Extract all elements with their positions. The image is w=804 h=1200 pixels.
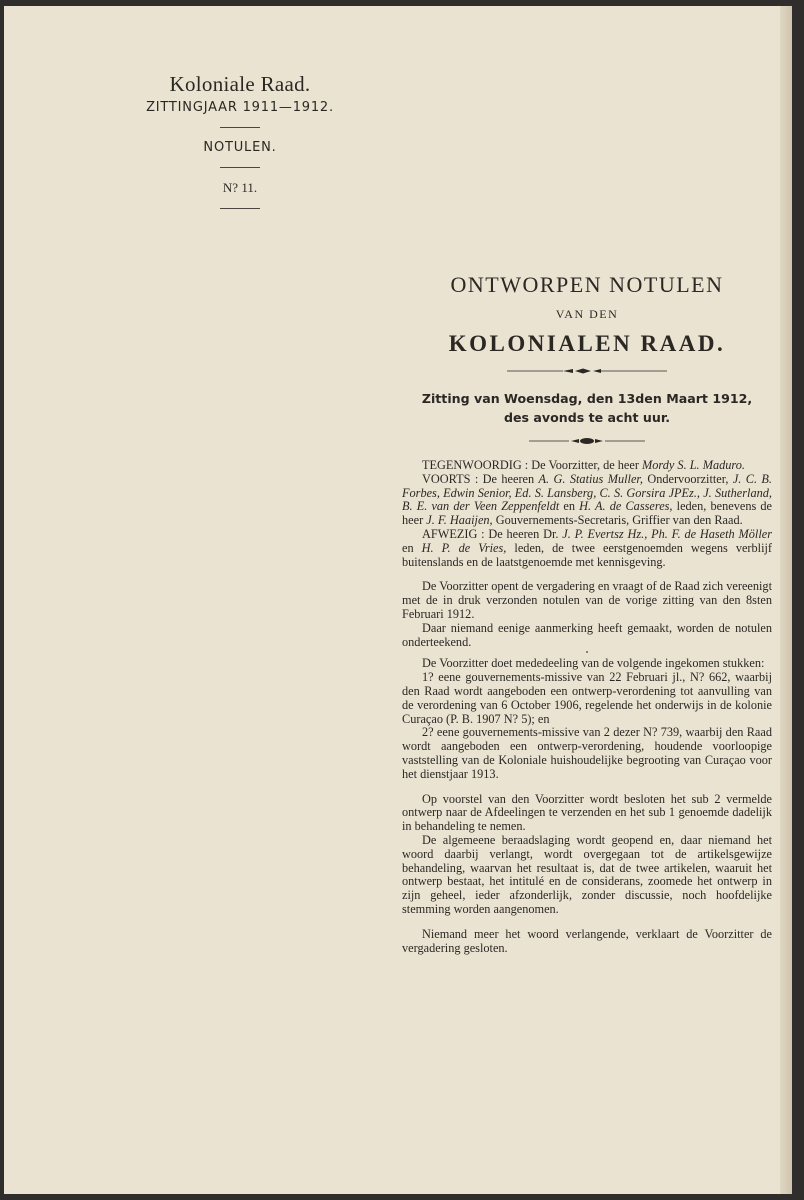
present-label: TEGENWOORDIG :	[422, 458, 529, 472]
document-page	[4, 6, 792, 1194]
notulen-label: NOTULEN.	[203, 140, 277, 155]
absent-intro: De heeren Dr.	[488, 526, 559, 541]
paragraph-deliberation: De algemeene beraadslaging wordt geopend en, daar niemand het woord daarbij verlangt, wordt overgegaan tot de artikelsgewijze behandeling, waarvan het resultaat is, dat de twee artikelen, waaruit het ontwerp bestaat, het intitulé en de considerans, zoomede het ontwerp in zijn geheel, ieder afzonderlijk, zonder discussie, noch hoofdelijke stemming worden aangenomen.	[402, 832, 772, 916]
absent-name: H. P. de Vries,	[421, 540, 507, 555]
secretary-name: J. F. Haaijen,	[426, 513, 493, 528]
chair-name: Mordy S. L. Maduro.	[642, 458, 745, 472]
divider	[220, 208, 260, 209]
secretary-role: Gouvernements-Secretaris, Griffier van den Raad.	[495, 513, 743, 528]
session-year: ZITTINGJAAR 1911—1912.	[146, 100, 334, 115]
sitting-date: Zitting van Woensdag, den 13den Maart 1912,	[421, 391, 753, 406]
masthead	[104, 72, 376, 221]
absent-reason: leden, de twee eerstgenoemden wegens verblijf buitenslands en de laatstgenoemde met kennisgeving.	[402, 540, 773, 569]
minutes-column	[402, 272, 772, 955]
ink-dot: •	[585, 648, 589, 658]
paragraph-proposal: Op voorstel van den Voorzitter wordt besloten het sub 2 vermelde ontwerp naar de Afdeelingen te verzenden en het sub 1 genoemde dadelijk in behandeling te nemen.	[402, 791, 772, 834]
attendance-present	[402, 459, 772, 473]
title-line-3: KOLONIALEN RAAD.	[448, 331, 726, 356]
paragraph-opening: De Voorzitter opent de vergadering en vraagt of de Raad zich vereenigt met de in druk verzonden notulen van de vorige zitting van den 8sten Februari 1912.	[402, 579, 772, 621]
paragraph-approval: Daar niemand eenige aanmerking heeft gemaakt, worden de notulen onderteekend.	[402, 620, 772, 649]
paragraph-item-1: 1? eene gouvernements-missive van 22 Februari jl., N? 662, waarbij den Raad wordt aangeboden een ontwerp-verordening tot aanvulling van de verordening van 6 October 1906, regelende het onderwijs in de kolonie Curaçao (P. B. 1907 N? 5); en	[402, 670, 772, 726]
paragraph-announcement: De Voorzitter doet mededeeling van de volgende ingekomen stukken:	[422, 656, 765, 671]
attendance-absent	[402, 528, 772, 569]
ornament-divider-icon	[507, 367, 667, 375]
present-text: De Voorzitter, de heer	[531, 458, 639, 472]
members-role: leden, benevens de heer	[402, 499, 772, 528]
title-line-1: ONTWORPEN NOTULEN	[450, 272, 724, 297]
sitting-time: des avonds te acht uur.	[503, 410, 671, 425]
attendance-also	[402, 473, 772, 528]
member-names: J. C. B. Forbes, Edwin Senior, Ed. S. Lansberg, C. S. Gorsira JPEz., J. Sutherland, B. E. van der Veen Zeppenfeldt	[402, 471, 772, 514]
ornament-divider-icon	[529, 437, 645, 445]
divider	[220, 167, 260, 168]
page-edge	[780, 6, 792, 1194]
sitting-info	[402, 389, 772, 427]
vice-chair-name: A. G. Statius Muller,	[538, 471, 643, 486]
member-name: H. A. de Casseres,	[579, 499, 673, 514]
connector: en	[402, 540, 414, 555]
divider	[220, 127, 260, 128]
vice-chair-role: Ondervoorzitter,	[647, 471, 729, 486]
title-line-2: VAN DEN	[555, 307, 619, 321]
issue-number: N? 11.	[222, 180, 258, 195]
connector: en	[563, 499, 576, 514]
paragraph-closing: Niemand meer het woord verlangende, verklaart de Voorzitter de vergadering gesloten.	[402, 926, 772, 955]
paragraph-item-2: 2? eene gouvernements-missive van 2 dezer N? 739, waarbij den Raad wordt aangeboden een ontwerp-verordening, houdende voorloopige vaststelling van de Koloniale huishoudelijke begrooting van Curaçao voor het dienstjaar 1913.	[402, 725, 772, 781]
absent-label: AFWEZIG :	[422, 526, 485, 541]
council-name: Koloniale Raad.	[169, 72, 311, 96]
also-intro: De heeren	[482, 471, 535, 486]
absent-names: J. P. Evertsz Hz., Ph. F. de Haseth Möller	[562, 526, 772, 541]
also-label: VOORTS :	[422, 471, 479, 486]
minutes-body	[402, 459, 772, 955]
